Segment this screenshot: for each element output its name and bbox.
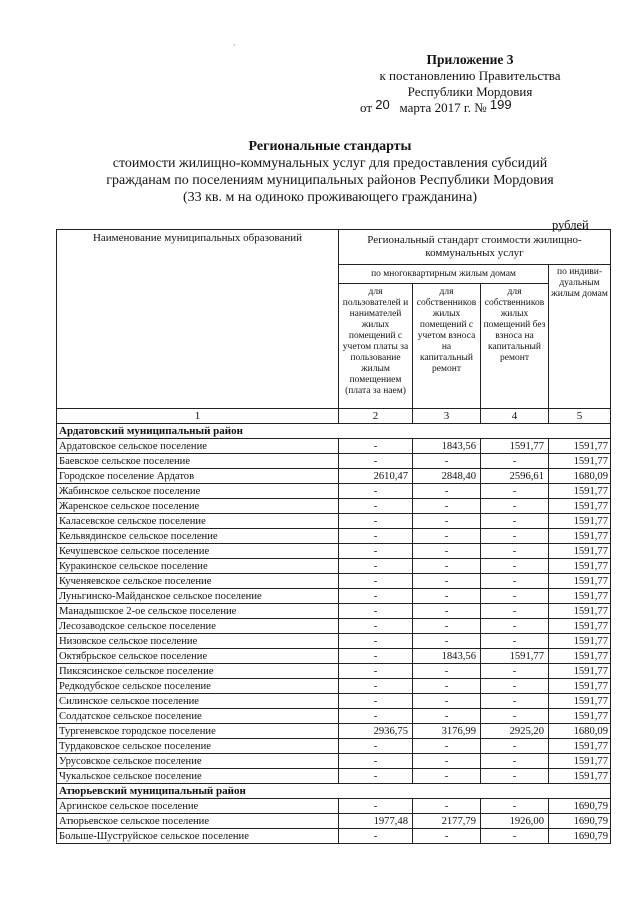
table-row: [57, 484, 611, 499]
header-names: Наименование муниципальных образований: [57, 230, 339, 409]
settlement-name: Манадышское 2-ое сельское поселение: [57, 604, 339, 619]
appendix-date-line: [340, 97, 600, 116]
currency-unit: рублей: [552, 218, 589, 232]
settlement-name: Тургеневское городское поселение: [57, 724, 339, 739]
value-c5: 1690,79: [549, 829, 611, 844]
value-c2: -: [339, 739, 413, 754]
value-c4: -: [481, 484, 549, 499]
table-row: [57, 454, 611, 469]
settlement-name: Городское поселение Ардатов: [57, 469, 339, 484]
district-row: [57, 424, 611, 439]
date-day: 20: [375, 97, 390, 112]
table-row: [57, 814, 611, 829]
value-c2: -: [339, 484, 413, 499]
value-c5: 1680,09: [549, 469, 611, 484]
heading-title: Региональные стандарты: [248, 139, 412, 154]
value-c5: 1591,77: [549, 574, 611, 589]
header-col-2: для пользователей и нанимателей жилых помещений с учетом платы за пользование жилым помещением (плата за наем): [339, 284, 413, 409]
table-row: [57, 604, 611, 619]
value-c3: -: [413, 634, 481, 649]
header-col-3: для собственников жилых помещений с учетом взноса на капитальный ремонт: [413, 284, 481, 409]
value-c4: 1926,00: [481, 814, 549, 829]
document-heading: [40, 138, 620, 206]
table-row: [57, 589, 611, 604]
value-c2: -: [339, 769, 413, 784]
value-c2: -: [339, 454, 413, 469]
table-row: [57, 559, 611, 574]
table-row: [57, 574, 611, 589]
value-c4: -: [481, 634, 549, 649]
value-c5: 1591,77: [549, 439, 611, 454]
value-c2: -: [339, 619, 413, 634]
value-c2: -: [339, 664, 413, 679]
value-c3: 2177,79: [413, 814, 481, 829]
header-apartment-buildings: по многоквартирным жилым домам: [339, 265, 549, 284]
table-row: [57, 769, 611, 784]
header-standard: Региональный стандарт стоимости жилищно-коммунальных услуг: [339, 230, 611, 265]
table-row: [57, 649, 611, 664]
table-row: [57, 514, 611, 529]
table-row: [57, 439, 611, 454]
value-c3: 2848,40: [413, 469, 481, 484]
value-c5: 1591,77: [549, 664, 611, 679]
value-c5: 1591,77: [549, 649, 611, 664]
value-c5: 1690,79: [549, 814, 611, 829]
value-c5: 1680,09: [549, 724, 611, 739]
value-c4: 1591,77: [481, 439, 549, 454]
table-row: [57, 829, 611, 844]
value-c4: -: [481, 679, 549, 694]
column-numbers-row: [57, 409, 611, 424]
value-c5: 1591,77: [549, 529, 611, 544]
settlement-name: Октябрьское сельское поселение: [57, 649, 339, 664]
value-c3: -: [413, 514, 481, 529]
value-c4: -: [481, 529, 549, 544]
value-c4: -: [481, 739, 549, 754]
value-c5: 1591,77: [549, 499, 611, 514]
column-number: 2: [339, 409, 413, 424]
table-row: [57, 724, 611, 739]
value-c3: -: [413, 709, 481, 724]
value-c3: -: [413, 694, 481, 709]
settlement-name: Больше-Шуструйское сельское поселение: [57, 829, 339, 844]
value-c3: -: [413, 574, 481, 589]
date-prefix: от: [360, 100, 373, 115]
value-c5: 1591,77: [549, 514, 611, 529]
value-c3: 1843,56: [413, 649, 481, 664]
value-c5: 1690,79: [549, 799, 611, 814]
value-c2: -: [339, 829, 413, 844]
value-c5: 1591,77: [549, 559, 611, 574]
scan-speck: ·: [233, 41, 236, 50]
value-c3: -: [413, 679, 481, 694]
settlement-name: Солдатское сельское поселение: [57, 709, 339, 724]
appendix-line-1: к постановлению Правительства: [379, 68, 561, 83]
value-c3: -: [413, 664, 481, 679]
value-c3: -: [413, 499, 481, 514]
value-c4: -: [481, 769, 549, 784]
district-row: [57, 784, 611, 799]
settlement-name: Аргинское сельское поселение: [57, 799, 339, 814]
value-c2: 2610,47: [339, 469, 413, 484]
settlement-name: Пиксясинское сельское поселение: [57, 664, 339, 679]
value-c5: 1591,77: [549, 754, 611, 769]
decree-number: 199: [489, 97, 512, 112]
settlement-name: Кельвядинское сельское поселение: [57, 529, 339, 544]
value-c3: -: [413, 484, 481, 499]
value-c2: -: [339, 559, 413, 574]
value-c2: -: [339, 709, 413, 724]
settlement-name: Низовское сельское поселение: [57, 634, 339, 649]
value-c4: -: [481, 559, 549, 574]
value-c4: -: [481, 694, 549, 709]
table-row: [57, 679, 611, 694]
column-number: 4: [481, 409, 549, 424]
table-row: [57, 619, 611, 634]
value-c5: 1591,77: [549, 694, 611, 709]
value-c4: 1591,77: [481, 649, 549, 664]
value-c4: -: [481, 574, 549, 589]
settlement-name: Куракинское сельское поселение: [57, 559, 339, 574]
table-row: [57, 694, 611, 709]
value-c5: 1591,77: [549, 619, 611, 634]
table-row: [57, 499, 611, 514]
heading-line-3: (33 кв. м на одиноко проживающего гражданина): [182, 190, 478, 205]
table-row: [57, 664, 611, 679]
value-c2: -: [339, 439, 413, 454]
value-c2: -: [339, 799, 413, 814]
value-c3: -: [413, 829, 481, 844]
appendix-title: Приложение 3: [426, 52, 514, 67]
value-c5: 1591,77: [549, 544, 611, 559]
table-row: [57, 709, 611, 724]
value-c2: -: [339, 574, 413, 589]
appendix-block: [340, 52, 600, 116]
value-c5: 1591,77: [549, 604, 611, 619]
value-c2: -: [339, 754, 413, 769]
value-c2: -: [339, 529, 413, 544]
value-c2: -: [339, 694, 413, 709]
table-row: [57, 739, 611, 754]
district-name: Ардатовский муниципальный район: [57, 424, 611, 439]
value-c3: -: [413, 544, 481, 559]
appendix-line-2: Республики Мордовия: [407, 84, 533, 99]
value-c3: -: [413, 619, 481, 634]
value-c4: -: [481, 514, 549, 529]
table-row: [57, 754, 611, 769]
settlement-name: Силинское сельское поселение: [57, 694, 339, 709]
value-c3: -: [413, 529, 481, 544]
value-c4: 2596,61: [481, 469, 549, 484]
value-c5: 1591,77: [549, 484, 611, 499]
settlement-name: Атюрьевское сельское поселение: [57, 814, 339, 829]
settlement-name: Луньгинско-Майданское сельское поселение: [57, 589, 339, 604]
value-c5: 1591,77: [549, 769, 611, 784]
settlement-name: Баевское сельское поселение: [57, 454, 339, 469]
value-c4: -: [481, 454, 549, 469]
value-c3: -: [413, 739, 481, 754]
value-c5: 1591,77: [549, 454, 611, 469]
value-c4: -: [481, 754, 549, 769]
value-c2: -: [339, 634, 413, 649]
header-col-4: для собственников жилых помещений без взноса на капитальный ремонт: [481, 284, 549, 409]
settlement-name: Жаренское сельское поселение: [57, 499, 339, 514]
settlement-name: Урусовское сельское поселение: [57, 754, 339, 769]
standards-table: [56, 229, 611, 844]
date-middle: марта 2017 г. №: [399, 100, 487, 115]
column-number: 3: [413, 409, 481, 424]
value-c4: -: [481, 604, 549, 619]
value-c4: -: [481, 799, 549, 814]
value-c2: 1977,48: [339, 814, 413, 829]
value-c5: 1591,77: [549, 634, 611, 649]
table-row: [57, 469, 611, 484]
value-c4: -: [481, 544, 549, 559]
header-individual-houses: по индиви-дуальным жилым домам: [549, 265, 611, 409]
value-c5: 1591,77: [549, 739, 611, 754]
settlement-name: Каласевское сельское поселение: [57, 514, 339, 529]
value-c3: 3176,99: [413, 724, 481, 739]
settlement-name: Лесозаводское сельское поселение: [57, 619, 339, 634]
value-c5: 1591,77: [549, 709, 611, 724]
settlement-name: Турдаковское сельское поселение: [57, 739, 339, 754]
value-c2: -: [339, 649, 413, 664]
settlement-name: Жабинское сельское поселение: [57, 484, 339, 499]
value-c4: -: [481, 829, 549, 844]
column-number: 1: [57, 409, 339, 424]
district-name: Атюрьевский муниципальный район: [57, 784, 611, 799]
value-c2: -: [339, 604, 413, 619]
value-c2: -: [339, 679, 413, 694]
settlement-name: Кечушевское сельское поселение: [57, 544, 339, 559]
value-c3: -: [413, 559, 481, 574]
settlement-name: Ардатовское сельское поселение: [57, 439, 339, 454]
value-c3: -: [413, 799, 481, 814]
heading-line-1: стоимости жилищно-коммунальных услуг для предоставления субсидий: [112, 156, 548, 171]
value-c3: -: [413, 454, 481, 469]
settlement-name: Редкодубское сельское поселение: [57, 679, 339, 694]
value-c4: -: [481, 619, 549, 634]
value-c4: -: [481, 499, 549, 514]
table-row: [57, 544, 611, 559]
value-c3: -: [413, 754, 481, 769]
value-c3: -: [413, 589, 481, 604]
value-c2: -: [339, 589, 413, 604]
value-c4: -: [481, 709, 549, 724]
value-c2: -: [339, 514, 413, 529]
value-c5: 1591,77: [549, 589, 611, 604]
table-row: [57, 529, 611, 544]
settlement-name: Кученяевское сельское поселение: [57, 574, 339, 589]
value-c4: -: [481, 589, 549, 604]
value-c4: -: [481, 664, 549, 679]
value-c2: 2936,75: [339, 724, 413, 739]
value-c3: -: [413, 769, 481, 784]
value-c5: 1591,77: [549, 679, 611, 694]
value-c4: 2925,20: [481, 724, 549, 739]
value-c3: 1843,56: [413, 439, 481, 454]
table-row: [57, 634, 611, 649]
value-c2: -: [339, 544, 413, 559]
value-c2: -: [339, 499, 413, 514]
column-number: 5: [549, 409, 611, 424]
settlement-name: Чукальское сельское поселение: [57, 769, 339, 784]
heading-line-2: гражданам по поселениям муниципальных районов Республики Мордовия: [106, 173, 554, 188]
table-row: [57, 799, 611, 814]
value-c3: -: [413, 604, 481, 619]
